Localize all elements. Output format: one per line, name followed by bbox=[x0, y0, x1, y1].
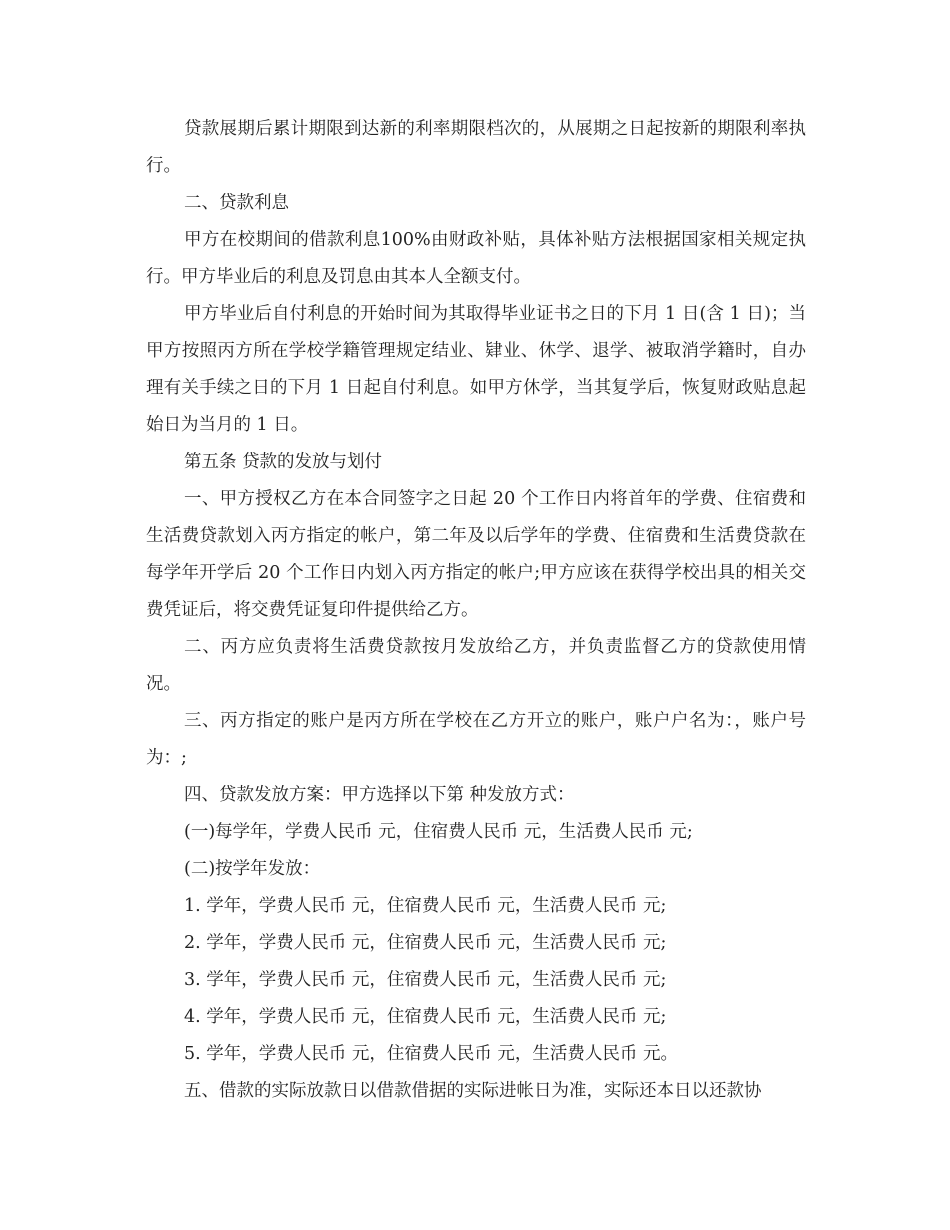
paragraph-option-two: (二)按学年发放： bbox=[184, 859, 321, 879]
heading-article-five: 第五条 贷款的发放与划付 bbox=[184, 452, 383, 472]
document-body bbox=[146, 111, 806, 1110]
paragraph-clause-three: 三、丙方指定的账户是丙方所在学校在乙方开立的账户，账户户名为：，账户号为：; bbox=[146, 711, 806, 768]
list-item-year-2: 2. 学年，学费人民币 元，住宿费人民币 元，生活费人民币 元; bbox=[184, 933, 667, 953]
paragraph-clause-two: 二、丙方应负责将生活费贷款按月发放给乙方，并负责监督乙方的贷款使用情况。 bbox=[146, 637, 806, 694]
paragraph-clause-four: 四、贷款发放方案：甲方选择以下第 种发放方式： bbox=[184, 785, 575, 805]
paragraph-interest-subsidy: 甲方在校期间的借款利息100%由财政补贴，具体补贴方法根据国家相关规定执行。甲方毕业后的利息及罚息由其本人全额支付。 bbox=[146, 230, 806, 287]
list-item-year-4: 4. 学年，学费人民币 元，住宿费人民币 元，生活费人民币 元; bbox=[184, 1007, 667, 1027]
paragraph-self-pay-interest: 甲方毕业后自付利息的开始时间为其取得毕业证书之日的下月 1 日(含 1 日)；当甲方按照丙方所在学校学籍管理规定结业、肄业、休学、退学、被取消学籍时，自办理有关手续之日的下月 1 日起自付利息。如甲方休学，当其复学后，恢复财政贴息起始日为当月的 1 日。 bbox=[146, 304, 806, 435]
paragraph-clause-one: 一、甲方授权乙方在本合同签字之日起 20 个工作日内将首年的学费、住宿费和生活费贷款划入丙方指定的帐户，第二年及以后学年的学费、住宿费和生活费贷款在每学年开学后 20 个工作日内划入丙方指定的帐户;甲方应该在获得学校出具的相关交费凭证后，将交费凭证复印件提供给乙方。 bbox=[146, 489, 806, 620]
list-item-year-5: 5. 学年，学费人民币 元，住宿费人民币 元，生活费人民币 元。 bbox=[184, 1044, 678, 1064]
list-item-year-3: 3. 学年，学费人民币 元，住宿费人民币 元，生活费人民币 元; bbox=[184, 970, 667, 990]
list-item-year-1: 1. 学年，学费人民币 元，住宿费人民币 元，生活费人民币 元; bbox=[184, 896, 667, 916]
heading-loan-interest: 二、贷款利息 bbox=[184, 193, 289, 213]
paragraph-clause-five: 五、借款的实际放款日以借款借据的实际进帐日为准，实际还本日以还款协 bbox=[184, 1081, 762, 1101]
paragraph-option-one: (一)每学年，学费人民币 元，住宿费人民币 元，生活费人民币 元; bbox=[184, 822, 693, 842]
paragraph-extension-rate: 贷款展期后累计期限到达新的利率期限档次的，从展期之日起按新的期限利率执行。 bbox=[146, 119, 806, 176]
